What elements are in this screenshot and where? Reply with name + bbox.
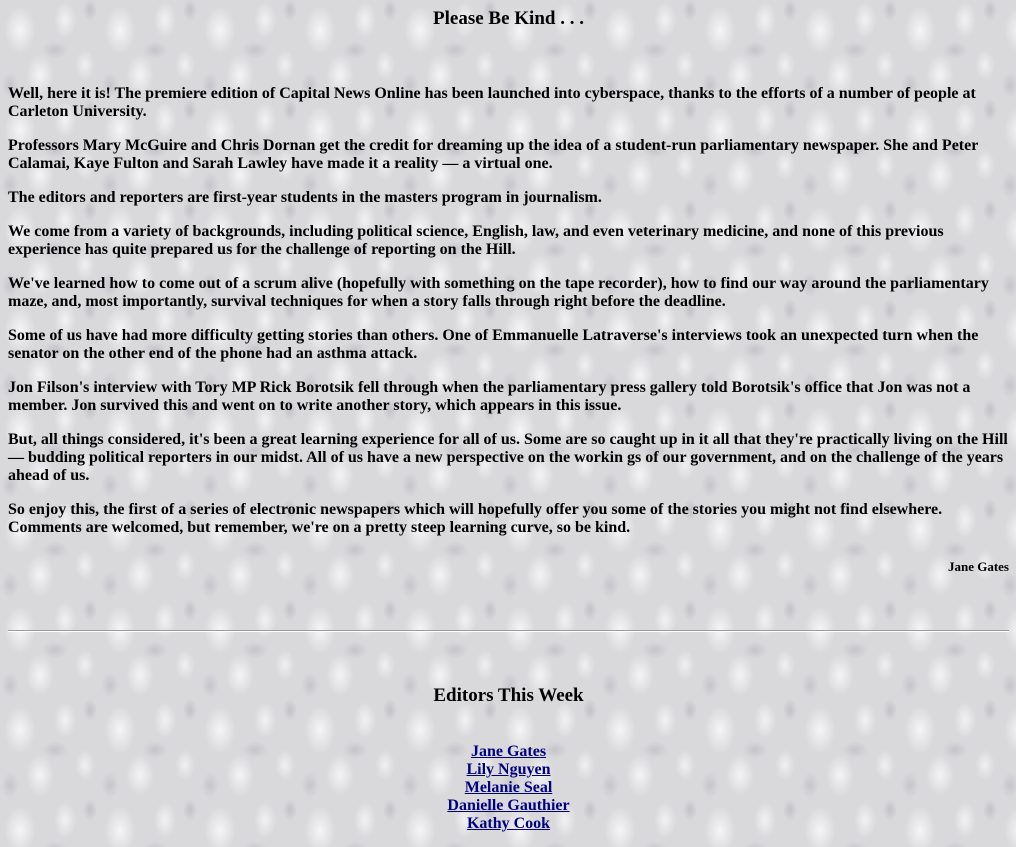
horizontal-divider (8, 630, 1009, 632)
editor-link-melanie-seal[interactable]: Melanie Seal (464, 779, 553, 796)
editor-link-lily-nguyen[interactable]: Lily Nguyen (466, 761, 551, 778)
editor-link-jane-gates[interactable]: Jane Gates (470, 743, 547, 760)
article-paragraph: Jon Filson's interview with Tory MP Rick Borotsik fell through when the parliamentary press gallery told Borotsik's office that Jon was not a member. Jon survived this and went on to write another story, which appears in this issue. (8, 379, 971, 414)
article-paragraph: We come from a variety of backgrounds, including political science, English, law, and even veterinary medicine, and none of this previous experience has quite prepared us for the challenge of reporting on the Hill. (8, 223, 944, 258)
editors-heading: Editors This Week (433, 685, 584, 706)
editor-link-danielle-gauthier[interactable]: Danielle Gauthier (447, 797, 570, 814)
article-paragraph: But, all things considered, it's been a great learning experience for all of us. Some are so caught up in it all that they're practically living on the Hill — budding political reporters in our midst. All of us have a new perspective on the workin gs of our government, and on the challenge of the years ahead of us. (8, 431, 1008, 484)
article-paragraph: Well, here it is! The premiere edition of Capital News Online has been launched into cyberspace, thanks to the efforts of a number of people at Carleton University. (8, 85, 976, 120)
article-paragraph: So enjoy this, the first of a series of electronic newspapers which will hopefully offer you some of the stories you might not find elsewhere. Comments are welcomed, but remember, we're on a pretty steep learning curve, so be kind. (8, 501, 943, 536)
editorial-article (8, 85, 1009, 553)
editors-list (8, 743, 1009, 833)
editor-link-kathy-cook[interactable]: Kathy Cook (466, 815, 551, 832)
author-byline: Jane Gates (947, 559, 1009, 574)
article-paragraph: Some of us have had more difficulty getting stories than others. One of Emmanuelle Latraverse's interviews took an unexpected turn when the senator on the other end of the phone had an asthma attack. (8, 327, 979, 362)
article-paragraph: Professors Mary McGuire and Chris Dornan get the credit for dreaming up the idea of a student-run parliamentary newspaper. She and Peter Calamai, Kaye Fulton and Sarah Lawley have made it a reality — a virtual one. (8, 137, 979, 172)
page-title: Please Be Kind . . . (433, 8, 584, 29)
article-paragraph: The editors and reporters are first-year students in the masters program in journalism. (8, 189, 602, 206)
article-paragraph: We've learned how to come out of a scrum alive (hopefully with something on the tape recorder), how to find our way around the parliamentary maze, and, most importantly, survival techniques for when a story falls through right before the deadline. (8, 275, 989, 310)
